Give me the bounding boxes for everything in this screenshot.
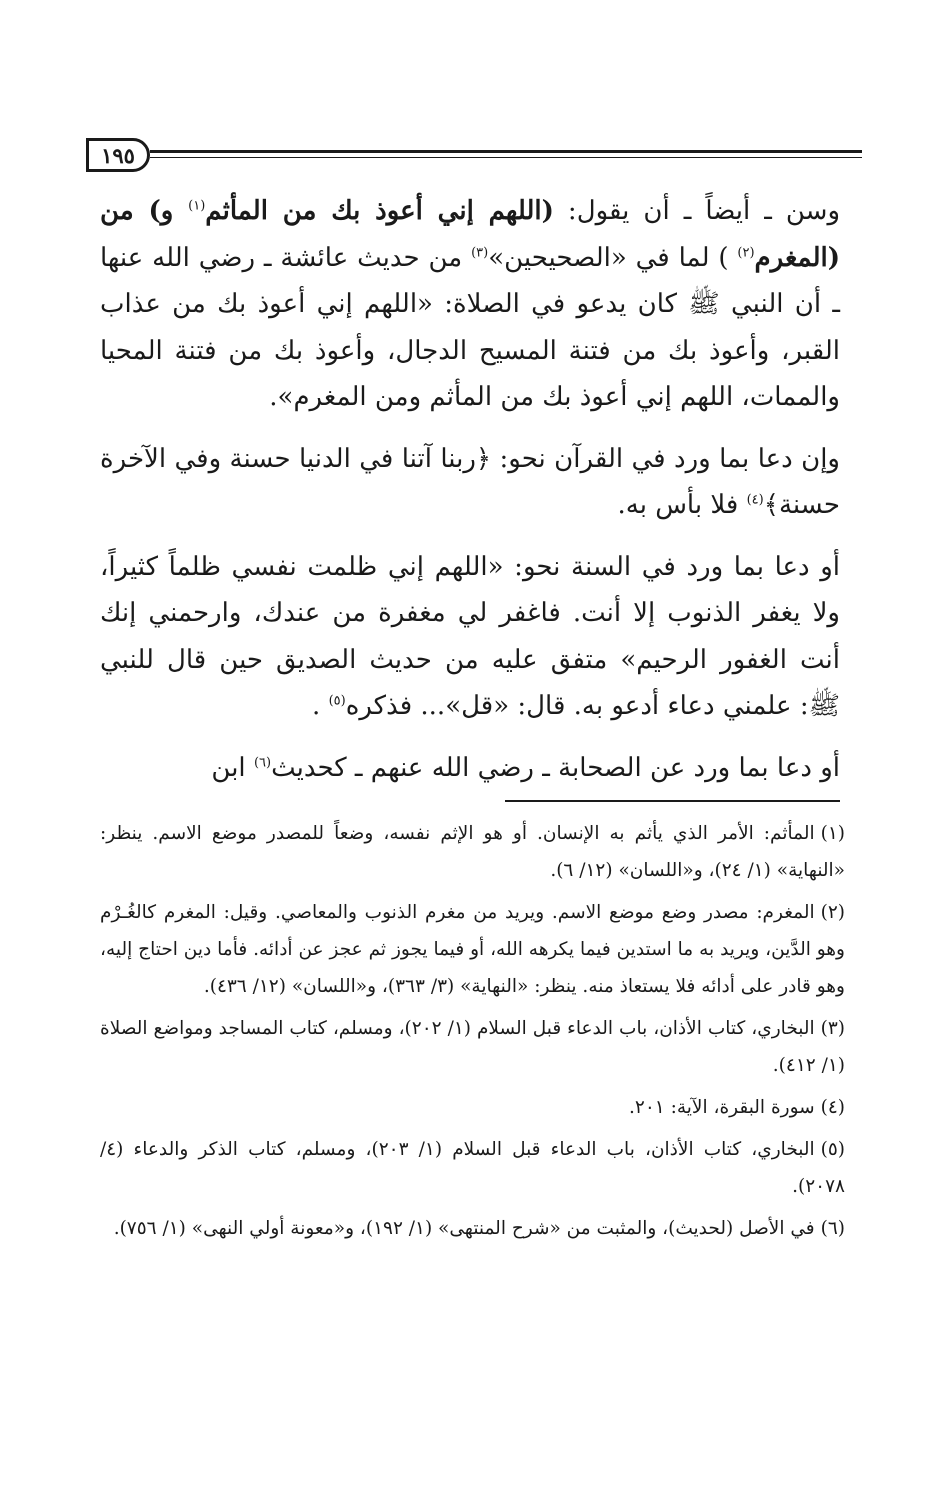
footnote-text: المأثم: الأمر الذي يأثم به الإنسان. أو هو الإثم نفسه، وضعاً للمصدر موضع الاسم. ينظر: «النهاية» (١/ ٢٤)، و«اللسان» (١٢/ ٦). [100, 823, 845, 881]
paragraph-text: وسن ـ أيضاً ـ أن يقول: [553, 196, 840, 226]
footnote-ref-4[interactable]: (٤) [746, 492, 764, 508]
paragraph-3 [100, 544, 840, 730]
header-rule-thick [150, 150, 862, 153]
footnote-text: في الأصل (لحديث)، والمثبت من «شرح المنتهى» (١/ ١٩٢)، و«معونة أولي النهى» (١/ ٧٥٦). [113, 1218, 815, 1239]
dua-bold-text: (اللهم إني أعوذ بك من المأثم [205, 196, 554, 226]
footnote-number: (٤) [820, 1097, 845, 1118]
footnote-1 [100, 815, 845, 889]
paragraph-text: أو دعا بما ورد عن الصحابة ـ رضي الله عنهم ـ كحديث [271, 752, 840, 783]
footnote-number: (٦) [820, 1218, 845, 1239]
footnote-number: (١) [820, 823, 845, 844]
footnote-5 [100, 1131, 845, 1205]
paragraph-text: ) لما في «الصحيحين» [488, 242, 738, 273]
paragraph-text: ابن [211, 752, 254, 783]
header-rule-thin [150, 157, 862, 158]
footnote-separator [505, 800, 840, 802]
footnote-3 [100, 1010, 845, 1084]
footnote-ref-6[interactable]: (٦) [253, 754, 272, 770]
footnote-text: سورة البقرة، الآية: ٢٠١. [629, 1097, 815, 1118]
footnote-text: البخاري، كتاب الأذان، باب الدعاء قبل السلام (١/ ٢٠٣)، ومسلم، كتاب الذكر والدعاء (٤/ ٢٠٧٨). [100, 1139, 845, 1197]
footnote-number: (٢) [820, 902, 845, 923]
dua-bold-text: و) من (المغرم [100, 196, 841, 273]
paragraph-text: وإن دعا بما ورد في القرآن نحو: ﴿ربنا آتنا في الدنيا حسنة وفي الآخرة حسنة﴾ [100, 443, 840, 520]
paragraph-4 [100, 745, 840, 792]
page-number-badge [86, 138, 150, 172]
main-text [100, 188, 840, 806]
footnote-text: البخاري، كتاب الأذان، باب الدعاء قبل السلام (١/ ٢٠٢)، ومسلم، كتاب المساجد ومواضع الصلاة (١/ ٤١٢). [100, 1018, 845, 1076]
footnote-ref-3[interactable]: (٣) [471, 244, 489, 260]
footnote-2 [100, 894, 845, 1005]
footnote-text: المغرم: مصدر وضع موضع الاسم. ويريد من مغرم الذنوب والمعاصي. وقيل: المغرم كالغُـرْم وهو الدَّين، ويريد به ما استدين فيما يكرهه الله، أو فيما يجوز ثم عجز عن أدائه. فأما دين احتاج إليه، وهو قادر على أدائه فلا يستعاذ منه. ينظر: «النهاية» (٣/ ٣٦٣)، و«اللسان» (١٢/ ٤٣٦). [100, 902, 845, 997]
footnote-number: (٥) [820, 1139, 845, 1160]
paragraph-text: فلا بأس به. [617, 490, 747, 520]
paragraph-2 [100, 436, 840, 529]
page-number: ١٩٥ [101, 142, 135, 168]
footnotes-section [100, 815, 845, 1252]
footnote-number: (٣) [820, 1018, 845, 1039]
paragraph-text: . [312, 691, 329, 721]
footnote-ref-2[interactable]: (٢) [737, 244, 755, 260]
footnote-ref-1[interactable]: (١) [188, 198, 206, 214]
paragraph-text: من حديث عائشة ـ رضي الله عنها ـ أن النبي ﷺ كان يدعو في الصلاة: «اللهم إني أعوذ بك من عذاب القبر، وأعوذ بك من فتنة المسيح الدجال، وأعوذ بك من فتنة المحيا والممات، اللهم إني أعوذ بك من المأثم ومن المغرم». [100, 242, 840, 412]
footnote-6 [100, 1210, 845, 1247]
footnote-ref-5[interactable]: (٥) [328, 693, 346, 709]
paragraph-1 [100, 188, 840, 421]
footnote-4 [100, 1089, 845, 1126]
paragraph-text: أو دعا بما ورد في السنة نحو: «اللهم إني ظلمت نفسي ظلماً كثيراً، ولا يغفر الذنوب إلا أنت. فاغفر لي مغفرة من عندك، وارحمني إنك أنت الغفور الرحيم» متفق عليه من حديث الصديق حين قال للنبي ﷺ: علمني دعاء أدعو به. قال: «قل»... فذكره [100, 551, 840, 721]
